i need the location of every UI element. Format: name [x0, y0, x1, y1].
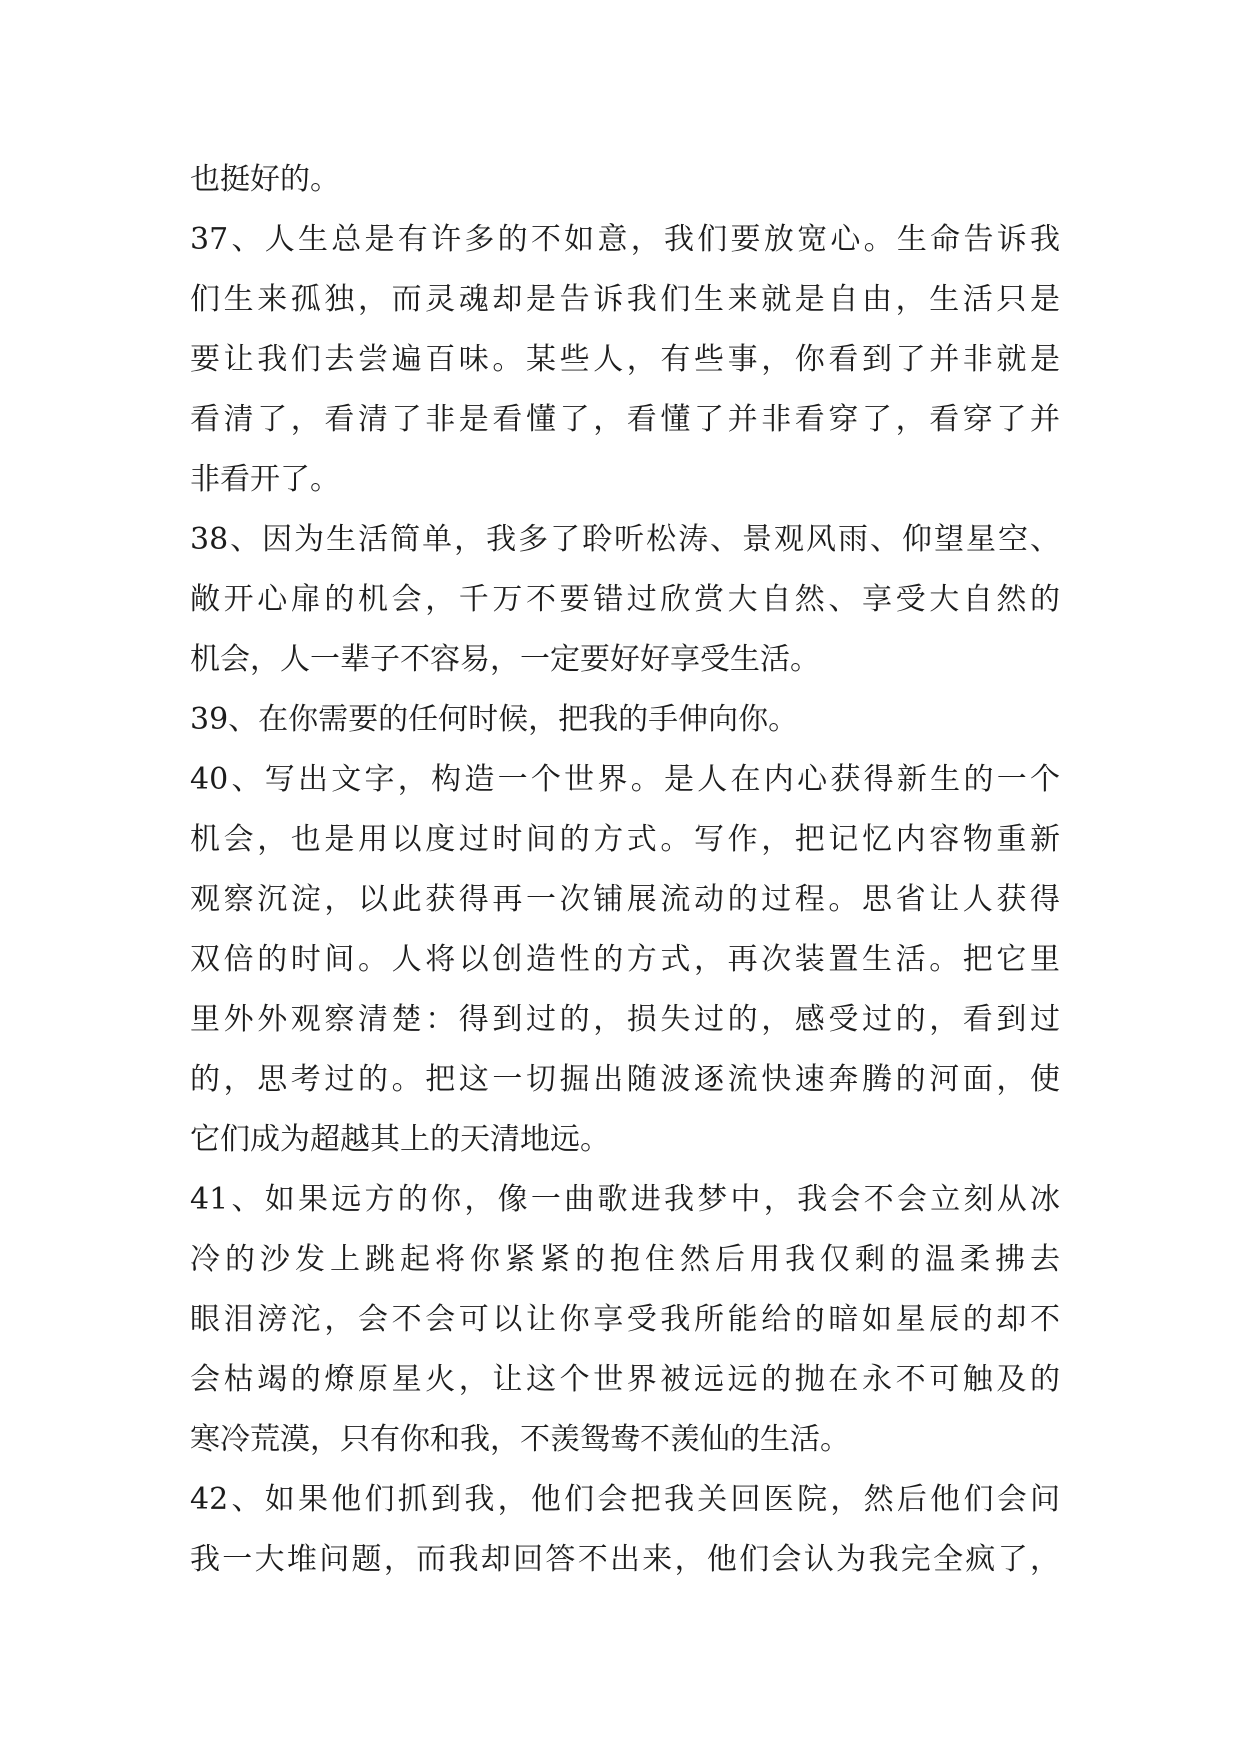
text-line: 的，思考过的。把这一切掘出随波逐流快速奔腾的河面，使	[190, 1062, 1060, 1097]
text-line: 机会，也是用以度过时间的方式。写作，把记忆内容物重新	[190, 822, 1060, 857]
text-line: 双倍的时间。人将以创造性的方式，再次装置生活。把它里	[190, 942, 1060, 977]
text-line: 机会，人一辈子不容易，一定要好好享受生活。	[190, 642, 820, 677]
text-line: 也挺好的。	[190, 162, 340, 197]
text-line: 观察沉淀，以此获得再一次铺展流动的过程。思省让人获得	[190, 882, 1060, 917]
text-line: 要让我们去尝遍百味。某些人，有些事，你看到了并非就是	[190, 342, 1060, 377]
text-line: 们生来孤独，而灵魂却是告诉我们生来就是自由，生活只是	[190, 282, 1060, 317]
text-line: 41、如果远方的你，像一曲歌进我梦中，我会不会立刻从冰	[190, 1182, 1060, 1217]
text-line: 39、在你需要的任何时候，把我的手伸向你。	[190, 702, 799, 737]
text-line: 38、因为生活简单，我多了聆听松涛、景观风雨、仰望星空、	[190, 522, 1060, 557]
text-line: 看清了，看清了非是看懂了，看懂了并非看穿了，看穿了并	[190, 402, 1060, 437]
text-line: 会枯竭的燎原星火，让这个世界被远远的抛在永不可触及的	[190, 1362, 1060, 1397]
text-line: 敞开心扉的机会，千万不要错过欣赏大自然、享受大自然的	[190, 582, 1060, 617]
text-line: 37、人生总是有许多的不如意，我们要放宽心。生命告诉我	[190, 222, 1060, 257]
text-line: 非看开了。	[190, 462, 340, 497]
text-line: 里外外观察清楚：得到过的，损失过的，感受过的，看到过	[190, 1002, 1060, 1037]
text-line: 寒冷荒漠，只有你和我，不羡鸳鸯不羡仙的生活。	[190, 1422, 850, 1457]
text-line: 眼泪滂沱，会不会可以让你享受我所能给的暗如星辰的却不	[190, 1302, 1060, 1337]
body-text	[190, 150, 1060, 1590]
text-line: 40、写出文字，构造一个世界。是人在内心获得新生的一个	[190, 762, 1060, 797]
text-line: 冷的沙发上跳起将你紧紧的抱住然后用我仅剩的温柔拂去	[190, 1242, 1060, 1277]
text-line: 它们成为超越其上的天清地远。	[190, 1122, 610, 1157]
text-line: 42、如果他们抓到我，他们会把我关回医院，然后他们会问	[190, 1482, 1060, 1517]
text-line: 我一大堆问题，而我却回答不出来，他们会认为我完全疯了，	[190, 1542, 1060, 1577]
